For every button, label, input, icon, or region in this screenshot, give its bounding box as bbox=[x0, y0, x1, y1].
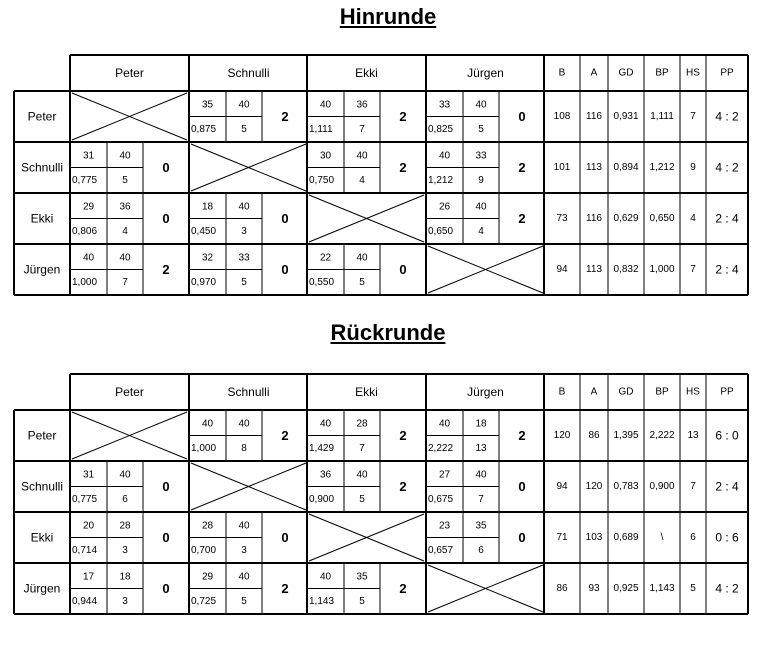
row-header-player: Peter bbox=[27, 109, 57, 124]
score-against: 40 bbox=[119, 252, 131, 264]
average-value: 0,750 bbox=[309, 174, 335, 186]
row-header-player: Ekki bbox=[30, 211, 54, 226]
stat-value: 5 bbox=[690, 583, 696, 594]
high-series: 5 bbox=[359, 595, 365, 607]
match-points: 2 bbox=[399, 581, 407, 596]
high-series: 5 bbox=[122, 174, 128, 186]
high-series: 4 bbox=[359, 174, 365, 186]
stat-value: 7 bbox=[690, 111, 696, 122]
score-for: 36 bbox=[319, 469, 332, 481]
match-points: 2 bbox=[518, 160, 526, 175]
average-value: 0,450 bbox=[191, 225, 217, 237]
row-header-player: Jürgen bbox=[23, 262, 61, 277]
score-against: 18 bbox=[119, 571, 131, 583]
column-header-player: Jürgen bbox=[467, 66, 504, 80]
stat-value: 0,894 bbox=[613, 162, 639, 173]
stat-value: 94 bbox=[556, 264, 568, 275]
average-value: 1,143 bbox=[309, 595, 335, 607]
average-value: 1,429 bbox=[309, 442, 335, 454]
score-against: 35 bbox=[475, 520, 487, 532]
match-points: 0 bbox=[162, 479, 170, 494]
match-points: 2 bbox=[399, 160, 407, 175]
score-against: 18 bbox=[475, 418, 487, 430]
row-header-player: Schnulli bbox=[20, 479, 64, 494]
average-value: 0,657 bbox=[428, 544, 454, 556]
average-value: 0,944 bbox=[72, 595, 98, 607]
average-value: 1,111 bbox=[309, 123, 333, 135]
stat-value: 1,000 bbox=[649, 264, 675, 275]
score-for: 40 bbox=[438, 418, 451, 430]
column-header-player: Ekki bbox=[355, 385, 378, 399]
stat-value: 0 : 6 bbox=[715, 530, 739, 545]
match-points: 0 bbox=[162, 211, 170, 226]
average-value: 0,675 bbox=[428, 493, 454, 505]
match-points: 2 bbox=[518, 211, 526, 226]
score-against: 40 bbox=[238, 418, 250, 430]
match-points: 0 bbox=[162, 160, 170, 175]
high-series: 7 bbox=[359, 123, 365, 135]
match-points: 2 bbox=[281, 428, 289, 443]
column-header-player: Peter bbox=[115, 66, 144, 80]
stat-value: 120 bbox=[585, 481, 603, 492]
average-value: 1,212 bbox=[428, 174, 454, 186]
score-against: 33 bbox=[238, 252, 250, 264]
stat-value: 4 bbox=[690, 213, 696, 224]
stat-value: 2 : 4 bbox=[715, 479, 739, 494]
score-against: 40 bbox=[238, 520, 250, 532]
score-for: 40 bbox=[82, 252, 95, 264]
match-points: 2 bbox=[399, 428, 407, 443]
stat-value: 116 bbox=[586, 213, 602, 224]
score-against: 40 bbox=[238, 99, 250, 111]
high-series: 3 bbox=[122, 595, 128, 607]
average-value: 0,875 bbox=[191, 123, 217, 135]
stat-value: 0,931 bbox=[613, 111, 639, 122]
column-header-stat: A bbox=[590, 386, 598, 398]
match-points: 0 bbox=[518, 109, 526, 124]
score-against: 28 bbox=[119, 520, 131, 532]
average-value: 1,000 bbox=[191, 442, 217, 454]
match-points: 0 bbox=[399, 262, 407, 277]
high-series: 4 bbox=[478, 225, 484, 237]
match-points: 0 bbox=[281, 530, 289, 545]
stat-value: 7 bbox=[690, 481, 696, 492]
column-header-stat: A bbox=[590, 67, 598, 79]
average-value: 1,000 bbox=[72, 276, 98, 288]
score-against: 40 bbox=[475, 201, 487, 213]
score-for: 22 bbox=[319, 252, 332, 264]
score-for: 40 bbox=[319, 571, 332, 583]
high-series: 5 bbox=[241, 123, 247, 135]
score-for: 26 bbox=[438, 201, 451, 213]
score-against: 40 bbox=[356, 469, 368, 481]
stat-value: 2 : 4 bbox=[715, 262, 739, 277]
column-header-stat: HS bbox=[686, 67, 700, 79]
score-against: 40 bbox=[356, 252, 368, 264]
score-against: 40 bbox=[475, 469, 487, 481]
stat-value: 0,900 bbox=[649, 481, 675, 492]
score-for: 31 bbox=[82, 150, 95, 162]
stat-value: 93 bbox=[588, 583, 600, 594]
match-points: 2 bbox=[162, 262, 170, 277]
score-for: 40 bbox=[319, 99, 332, 111]
high-series: 5 bbox=[359, 276, 365, 288]
match-points: 0 bbox=[162, 581, 170, 596]
stat-value: 86 bbox=[556, 583, 568, 594]
column-header-player: Schnulli bbox=[227, 66, 270, 80]
score-for: 23 bbox=[438, 520, 451, 532]
match-points: 0 bbox=[162, 530, 170, 545]
stat-value: 4 : 2 bbox=[715, 581, 739, 596]
average-value: 0,714 bbox=[72, 544, 98, 556]
score-for: 35 bbox=[201, 99, 214, 111]
score-against: 40 bbox=[238, 201, 250, 213]
stat-value: 9 bbox=[690, 162, 696, 173]
score-against: 36 bbox=[119, 201, 131, 213]
score-for: 27 bbox=[438, 469, 451, 481]
match-points: 0 bbox=[518, 530, 526, 545]
high-series: 9 bbox=[478, 174, 484, 186]
score-for: 29 bbox=[201, 571, 214, 583]
stat-value: 1,395 bbox=[613, 430, 639, 441]
high-series: 5 bbox=[478, 123, 484, 135]
match-points: 2 bbox=[399, 109, 407, 124]
stat-value: 86 bbox=[588, 430, 600, 441]
row-header-player: Ekki bbox=[30, 530, 54, 545]
score-against: 36 bbox=[356, 99, 368, 111]
high-series: 7 bbox=[359, 442, 365, 454]
stat-value: 116 bbox=[586, 111, 602, 122]
column-header-player: Ekki bbox=[355, 66, 378, 80]
stat-value: 2,222 bbox=[649, 430, 675, 441]
column-header-stat: BP bbox=[655, 386, 669, 398]
table-title-rueckrunde: Rückrunde bbox=[330, 320, 446, 345]
match-points: 2 bbox=[281, 581, 289, 596]
average-value: 0,550 bbox=[309, 276, 335, 288]
high-series: 13 bbox=[475, 442, 487, 454]
column-header-player: Peter bbox=[115, 385, 144, 399]
row-header-player: Schnulli bbox=[20, 160, 64, 175]
match-points: 0 bbox=[518, 479, 526, 494]
stat-value: 103 bbox=[585, 532, 603, 543]
score-for: 17 bbox=[82, 571, 95, 583]
stat-value: 7 bbox=[690, 264, 696, 275]
stat-value: 0,629 bbox=[613, 213, 639, 224]
score-for: 32 bbox=[201, 252, 214, 264]
score-for: 40 bbox=[201, 418, 214, 430]
average-value: 0,806 bbox=[72, 225, 98, 237]
score-for: 40 bbox=[319, 418, 332, 430]
stat-value: 94 bbox=[556, 481, 568, 492]
average-value: 0,700 bbox=[191, 544, 217, 556]
stat-value: 120 bbox=[553, 430, 571, 441]
stat-value: 101 bbox=[553, 162, 571, 173]
average-value: 0,725 bbox=[191, 595, 217, 607]
column-header-stat: GD bbox=[618, 67, 634, 79]
stat-value: 73 bbox=[556, 213, 568, 224]
stat-value: 1,111 bbox=[650, 111, 674, 122]
stat-value: 0,650 bbox=[649, 213, 675, 224]
stat-value: 113 bbox=[586, 264, 602, 275]
score-against: 40 bbox=[356, 150, 368, 162]
stat-value: 4 : 2 bbox=[715, 160, 739, 175]
average-value: 0,900 bbox=[309, 493, 335, 505]
average-value: 0,775 bbox=[72, 493, 98, 505]
row-header-player: Jürgen bbox=[23, 581, 61, 596]
high-series: 7 bbox=[122, 276, 128, 288]
stat-value: 71 bbox=[556, 532, 568, 543]
high-series: 7 bbox=[478, 493, 484, 505]
high-series: 4 bbox=[122, 225, 128, 237]
score-for: 30 bbox=[319, 150, 332, 162]
stat-value: \ bbox=[660, 532, 664, 543]
high-series: 5 bbox=[359, 493, 365, 505]
score-for: 31 bbox=[82, 469, 95, 481]
match-points: 0 bbox=[281, 211, 289, 226]
average-value: 0,650 bbox=[428, 225, 454, 237]
row-header-player: Peter bbox=[27, 428, 57, 443]
score-against: 40 bbox=[119, 469, 131, 481]
stat-value: 2 : 4 bbox=[715, 211, 739, 226]
stat-value: 1,212 bbox=[649, 162, 675, 173]
average-value: 0,970 bbox=[191, 276, 217, 288]
column-header-stat: HS bbox=[686, 386, 700, 398]
score-against: 40 bbox=[475, 99, 487, 111]
average-value: 0,775 bbox=[72, 174, 98, 186]
score-for: 20 bbox=[82, 520, 95, 532]
high-series: 3 bbox=[241, 225, 247, 237]
high-series: 8 bbox=[241, 442, 247, 454]
column-header-stat: PP bbox=[720, 386, 734, 398]
column-header-player: Schnulli bbox=[227, 385, 270, 399]
column-header-stat: B bbox=[558, 67, 566, 79]
high-series: 5 bbox=[241, 595, 247, 607]
column-header-stat: BP bbox=[655, 67, 669, 79]
score-against: 40 bbox=[238, 571, 250, 583]
stat-value: 1,143 bbox=[649, 583, 675, 594]
stat-value: 13 bbox=[687, 430, 699, 441]
average-value: 2,222 bbox=[428, 442, 454, 454]
stat-value: 6 : 0 bbox=[715, 428, 739, 443]
score-for: 28 bbox=[201, 520, 214, 532]
stat-value: 6 bbox=[690, 532, 696, 543]
high-series: 6 bbox=[478, 544, 484, 556]
table-title-hinrunde: Hinrunde bbox=[339, 4, 437, 29]
high-series: 5 bbox=[241, 276, 247, 288]
stat-value: 0,832 bbox=[613, 264, 639, 275]
high-series: 6 bbox=[122, 493, 128, 505]
score-for: 29 bbox=[82, 201, 95, 213]
stat-value: 0,689 bbox=[613, 532, 639, 543]
match-points: 2 bbox=[281, 109, 289, 124]
high-series: 3 bbox=[241, 544, 247, 556]
high-series: 3 bbox=[122, 544, 128, 556]
column-header-stat: B bbox=[558, 386, 566, 398]
stat-value: 0,783 bbox=[613, 481, 639, 492]
match-points: 0 bbox=[281, 262, 289, 277]
score-for: 40 bbox=[438, 150, 451, 162]
score-against: 33 bbox=[475, 150, 487, 162]
stat-value: 0,925 bbox=[613, 583, 639, 594]
score-against: 28 bbox=[356, 418, 368, 430]
stat-value: 113 bbox=[586, 162, 602, 173]
column-header-stat: GD bbox=[618, 386, 634, 398]
match-points: 2 bbox=[399, 479, 407, 494]
score-for: 18 bbox=[201, 201, 214, 213]
score-for: 33 bbox=[438, 99, 451, 111]
score-against: 40 bbox=[119, 150, 131, 162]
stat-value: 4 : 2 bbox=[715, 109, 739, 124]
stat-value: 108 bbox=[553, 111, 571, 122]
column-header-stat: PP bbox=[720, 67, 734, 79]
match-points: 2 bbox=[518, 428, 526, 443]
score-against: 35 bbox=[356, 571, 368, 583]
average-value: 0,825 bbox=[428, 123, 454, 135]
column-header-player: Jürgen bbox=[467, 385, 504, 399]
